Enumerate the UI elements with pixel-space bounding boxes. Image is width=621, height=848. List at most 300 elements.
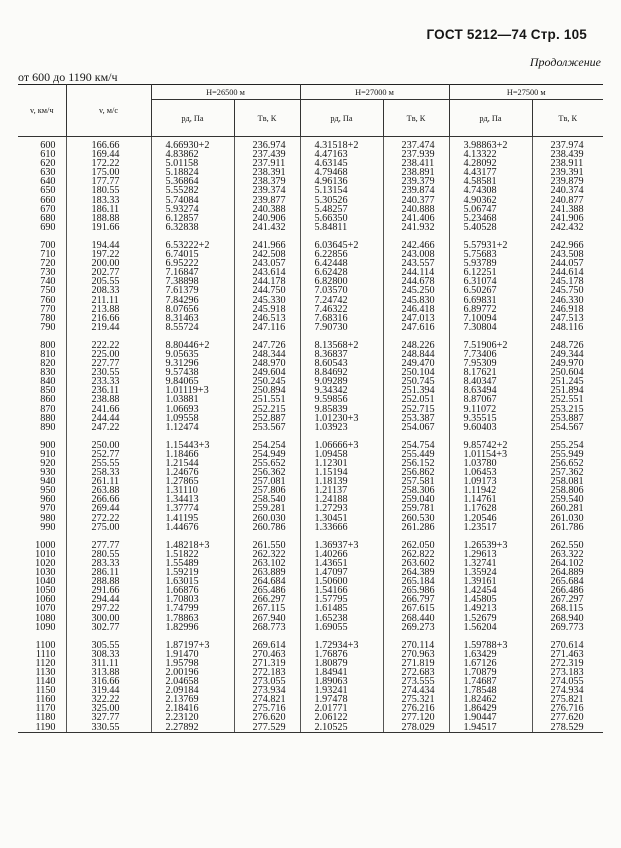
cell-temperature-2: 272.683 [383,668,449,677]
cell-speed-ms: 305.55 [66,632,151,650]
cell-temperature-1: 258.540 [234,495,300,504]
cell-temperature-2: 276.216 [383,704,449,713]
cell-temperature-2: 243.557 [383,259,449,268]
cell-pressure-3: 5.75683 [449,250,532,259]
cell-temperature-2: 268.440 [383,614,449,623]
cell-temperature-2: 241.406 [383,214,449,223]
cell-speed-kmh: 960 [18,495,66,504]
cell-temperature-2: 244.678 [383,277,449,286]
cell-speed-kmh: 1180 [18,713,66,722]
cell-pressure-3: 6.50267 [449,286,532,295]
cell-pressure-2: 5.13154 [300,186,383,195]
cell-temperature-1: 243.057 [234,259,300,268]
cell-temperature-1: 250.245 [234,377,300,386]
cell-pressure-1: 1.51822 [151,550,234,559]
cell-speed-kmh: 660 [18,196,66,205]
cell-temperature-2: 238.411 [383,159,449,168]
cell-temperature-2: 259.040 [383,495,449,504]
cell-speed-ms: 211.11 [66,296,151,305]
cell-temperature-2: 256.862 [383,468,449,477]
cell-temperature-3: 260.281 [532,504,603,513]
col-speed-kmh: v, км/ч [18,85,66,137]
cell-pressure-3: 1.39161 [449,577,532,586]
cell-pressure-2: 6.82800 [300,277,383,286]
cell-pressure-1: 8.55724 [151,323,234,332]
cell-speed-ms: 175.00 [66,168,151,177]
cell-pressure-1: 5.74084 [151,196,234,205]
cell-speed-kmh: 1100 [18,632,66,650]
cell-temperature-1: 245.918 [234,305,300,314]
cell-speed-ms: 205.55 [66,277,151,286]
cell-pressure-2: 1.47097 [300,568,383,577]
cell-pressure-3: 6.69831 [449,296,532,305]
cell-temperature-1: 250.894 [234,386,300,395]
cell-speed-ms: 316.66 [66,677,151,686]
cell-temperature-1: 247.726 [234,332,300,350]
cell-pressure-1: 1.15443+3 [151,432,234,450]
cell-temperature-3: 244.057 [532,259,603,268]
cell-temperature-1: 248.970 [234,359,300,368]
cell-pressure-3: 1.63429 [449,650,532,659]
cell-temperature-3: 267.297 [532,595,603,604]
cell-temperature-2: 264.389 [383,568,449,577]
cell-temperature-2: 271.819 [383,659,449,668]
cell-pressure-3: 1.82462 [449,695,532,704]
cell-speed-kmh: 830 [18,368,66,377]
cell-temperature-1: 239.374 [234,186,300,195]
cell-pressure-2: 2.06122 [300,713,383,722]
cell-temperature-3: 251.894 [532,386,603,395]
cell-pressure-1: 1.06693 [151,405,234,414]
cell-pressure-3: 6.31074 [449,277,532,286]
cell-speed-kmh: 940 [18,477,66,486]
cell-pressure-3: 1.42454 [449,586,532,595]
cell-pressure-2: 7.24742 [300,296,383,305]
standard-title: ГОСТ 5212—74 Стр. 105 [426,27,587,42]
cell-speed-ms: 308.33 [66,650,151,659]
cell-speed-kmh: 880 [18,414,66,423]
cell-temperature-3: 243.508 [532,250,603,259]
cell-speed-kmh: 850 [18,386,66,395]
cell-pressure-1: 1.31110 [151,486,234,495]
col-temperature-3: Tв, К [532,100,603,137]
cell-temperature-1: 257.806 [234,486,300,495]
cell-temperature-3: 268.115 [532,604,603,613]
cell-pressure-3: 7.73406 [449,350,532,359]
cell-speed-ms: 188.88 [66,214,151,223]
cell-temperature-2: 266.797 [383,595,449,604]
cell-temperature-2: 275.321 [383,695,449,704]
cell-speed-kmh: 600 [18,137,66,151]
cell-temperature-3: 251.245 [532,377,603,386]
cell-temperature-1: 240.388 [234,205,300,214]
cell-pressure-3: 1.94517 [449,723,532,733]
table-row [18,723,603,733]
cell-speed-kmh: 980 [18,514,66,523]
cell-temperature-1: 236.974 [234,137,300,151]
cell-pressure-3: 7.51906+2 [449,332,532,350]
cell-pressure-3: 1.29613 [449,550,532,559]
cell-temperature-3: 246.918 [532,305,603,314]
cell-pressure-3: 9.35515 [449,414,532,423]
cell-temperature-2: 252.051 [383,395,449,404]
cell-temperature-1: 264.684 [234,577,300,586]
cell-pressure-3: 4.74308 [449,186,532,195]
cell-speed-kmh: 720 [18,259,66,268]
cell-temperature-1: 277.529 [234,723,300,733]
cell-temperature-3: 254.567 [532,423,603,432]
col-pressure-1: pд, Па [151,100,234,137]
cell-pressure-1: 1.21544 [151,459,234,468]
cell-temperature-3: 261.786 [532,523,603,532]
cell-speed-ms: 169.44 [66,150,151,159]
cell-temperature-1: 267.115 [234,604,300,613]
cell-temperature-2: 243.008 [383,250,449,259]
altitude-header-3: H=27500 м [449,85,603,100]
cell-pressure-1: 7.84296 [151,296,234,305]
cell-temperature-1: 256.362 [234,468,300,477]
cell-pressure-3: 5.23468 [449,214,532,223]
cell-temperature-3: 248.726 [532,332,603,350]
cell-temperature-2: 247.013 [383,314,449,323]
cell-pressure-2: 1.09458 [300,450,383,459]
cell-speed-kmh: 1160 [18,695,66,704]
cell-temperature-1: 241.966 [234,232,300,250]
cell-speed-ms: 227.77 [66,359,151,368]
cell-temperature-1: 275.716 [234,704,300,713]
cell-temperature-2: 262.050 [383,532,449,550]
cell-temperature-1: 251.551 [234,395,300,404]
cell-temperature-3: 257.362 [532,468,603,477]
cell-speed-ms: 166.66 [66,137,151,151]
cell-speed-ms: 297.22 [66,604,151,613]
cell-temperature-3: 259.540 [532,495,603,504]
cell-temperature-3: 245.178 [532,277,603,286]
cell-speed-kmh: 1190 [18,723,66,733]
cell-temperature-1: 274.821 [234,695,300,704]
cell-temperature-3: 263.322 [532,550,603,559]
cell-pressure-2: 7.46322 [300,305,383,314]
cell-pressure-3: 1.78548 [449,686,532,695]
cell-speed-kmh: 1050 [18,586,66,595]
cell-pressure-2: 9.09289 [300,377,383,386]
cell-temperature-2: 245.830 [383,296,449,305]
cell-pressure-2: 1.97478 [300,695,383,704]
cell-pressure-1: 1.24676 [151,468,234,477]
cell-speed-kmh: 620 [18,159,66,168]
cell-speed-kmh: 860 [18,395,66,404]
table-row [18,323,603,332]
cell-temperature-3: 249.344 [532,350,603,359]
cell-temperature-2: 246.418 [383,305,449,314]
cell-temperature-3: 252.551 [532,395,603,404]
cell-temperature-1: 237.439 [234,150,300,159]
cell-pressure-2: 1.27293 [300,504,383,513]
cell-temperature-1: 244.750 [234,286,300,295]
cell-temperature-1: 238.379 [234,177,300,186]
cell-speed-ms: 288.88 [66,577,151,586]
cell-temperature-3: 246.330 [532,296,603,305]
cell-pressure-2: 1.89063 [300,677,383,686]
cell-temperature-2: 240.377 [383,196,449,205]
cell-pressure-2: 2.10525 [300,723,383,733]
cell-temperature-2: 250.745 [383,377,449,386]
cell-speed-ms: 280.55 [66,550,151,559]
cell-temperature-2: 249.470 [383,359,449,368]
cell-temperature-1: 249.604 [234,368,300,377]
cell-speed-kmh: 710 [18,250,66,259]
cell-temperature-3: 258.806 [532,486,603,495]
cell-pressure-1: 8.80446+2 [151,332,234,350]
cell-pressure-1: 6.95222 [151,259,234,268]
table-row [18,523,603,532]
cell-pressure-3: 9.60403 [449,423,532,432]
table-row [18,623,603,632]
cell-temperature-1: 273.934 [234,686,300,695]
cell-pressure-2: 1.93241 [300,686,383,695]
cell-pressure-3: 1.59788+3 [449,632,532,650]
cell-pressure-1: 2.18416 [151,704,234,713]
cell-speed-ms: 330.55 [66,723,151,733]
cell-pressure-2: 1.65238 [300,614,383,623]
cell-speed-ms: 325.00 [66,704,151,713]
cell-temperature-3: 253.215 [532,405,603,414]
cell-speed-kmh: 610 [18,150,66,159]
cell-speed-ms: 327.77 [66,713,151,722]
cell-pressure-1: 1.63015 [151,577,234,586]
cell-temperature-3: 275.821 [532,695,603,704]
cell-pressure-1: 1.27865 [151,477,234,486]
cell-speed-kmh: 760 [18,296,66,305]
cell-pressure-2: 1.54166 [300,586,383,595]
cell-speed-kmh: 950 [18,486,66,495]
cell-speed-ms: 269.44 [66,504,151,513]
cell-speed-kmh: 750 [18,286,66,295]
cell-pressure-2: 4.79468 [300,168,383,177]
cell-temperature-3: 266.486 [532,586,603,595]
cell-pressure-2: 5.48257 [300,205,383,214]
cell-speed-kmh: 1110 [18,650,66,659]
cell-pressure-2: 1.36937+3 [300,532,383,550]
cell-temperature-1: 261.550 [234,532,300,550]
cell-pressure-3: 7.30804 [449,323,532,332]
cell-pressure-1: 5.36864 [151,177,234,186]
cell-temperature-2: 245.250 [383,286,449,295]
col-pressure-2: pд, Па [300,100,383,137]
cell-temperature-2: 242.466 [383,232,449,250]
cell-temperature-2: 270.963 [383,650,449,659]
cell-speed-ms: 261.11 [66,477,151,486]
cell-speed-ms: 252.77 [66,450,151,459]
cell-temperature-3: 261.030 [532,514,603,523]
table-row [18,423,603,432]
cell-speed-kmh: 800 [18,332,66,350]
cell-temperature-3: 237.974 [532,137,603,151]
cell-pressure-1: 1.82996 [151,623,234,632]
speed-range-label: от 600 до 1190 км/ч [18,70,118,84]
cell-pressure-2: 9.34342 [300,386,383,395]
cell-pressure-2: 8.60543 [300,359,383,368]
cell-pressure-1: 9.31296 [151,359,234,368]
cell-pressure-1: 1.37774 [151,504,234,513]
cell-pressure-2: 1.21137 [300,486,383,495]
cell-temperature-2: 255.449 [383,450,449,459]
cell-pressure-3: 5.06747 [449,205,532,214]
cell-speed-ms: 283.33 [66,559,151,568]
cell-speed-ms: 291.66 [66,586,151,595]
cell-pressure-3: 1.01154+3 [449,450,532,459]
cell-pressure-1: 1.91470 [151,650,234,659]
cell-pressure-2: 4.96136 [300,177,383,186]
cell-temperature-1: 273.055 [234,677,300,686]
cell-temperature-1: 263.102 [234,559,300,568]
cell-pressure-2: 1.80879 [300,659,383,668]
cell-pressure-3: 7.10094 [449,314,532,323]
cell-pressure-3: 1.26539+3 [449,532,532,550]
cell-temperature-3: 272.319 [532,659,603,668]
cell-speed-ms: 202.77 [66,268,151,277]
cell-temperature-3: 249.970 [532,359,603,368]
cell-speed-kmh: 1170 [18,704,66,713]
cell-temperature-1: 252.215 [234,405,300,414]
cell-temperature-2: 239.874 [383,186,449,195]
cell-speed-kmh: 1060 [18,595,66,604]
cell-speed-ms: 319.44 [66,686,151,695]
cell-pressure-1: 2.00196 [151,668,234,677]
continuation-label: Продолжение [529,55,601,69]
cell-speed-ms: 197.22 [66,250,151,259]
cell-speed-kmh: 1120 [18,659,66,668]
cell-temperature-3: 239.879 [532,177,603,186]
cell-pressure-1: 6.12857 [151,214,234,223]
cell-pressure-1: 1.55489 [151,559,234,568]
cell-temperature-3: 248.116 [532,323,603,332]
cell-speed-kmh: 780 [18,314,66,323]
cell-temperature-3: 277.620 [532,713,603,722]
cell-speed-ms: 180.55 [66,186,151,195]
cell-pressure-3: 6.12251 [449,268,532,277]
cell-temperature-2: 273.555 [383,677,449,686]
cell-pressure-3: 8.87067 [449,395,532,404]
cell-pressure-1: 4.83862 [151,150,234,159]
cell-pressure-1: 1.03881 [151,395,234,404]
cell-speed-ms: 250.00 [66,432,151,450]
cell-pressure-3: 8.40347 [449,377,532,386]
cell-temperature-2: 261.286 [383,523,449,532]
cell-temperature-1: 260.030 [234,514,300,523]
cell-temperature-3: 247.513 [532,314,603,323]
table-body [18,137,603,733]
cell-temperature-3: 276.716 [532,704,603,713]
cell-temperature-2: 258.306 [383,486,449,495]
cell-pressure-1: 5.01158 [151,159,234,168]
cell-pressure-3: 1.23517 [449,523,532,532]
cell-pressure-1: 1.09558 [151,414,234,423]
cell-pressure-3: 4.43177 [449,168,532,177]
cell-speed-kmh: 770 [18,305,66,314]
cell-temperature-3: 238.439 [532,150,603,159]
cell-pressure-2: 6.62428 [300,268,383,277]
cell-temperature-2: 248.844 [383,350,449,359]
cell-speed-kmh: 680 [18,214,66,223]
cell-temperature-3: 245.750 [532,286,603,295]
cell-speed-kmh: 1090 [18,623,66,632]
cell-pressure-1: 7.61379 [151,286,234,295]
cell-pressure-3: 1.56204 [449,623,532,632]
cell-pressure-2: 6.42448 [300,259,383,268]
cell-pressure-2: 1.01230+3 [300,414,383,423]
cell-temperature-2: 240.888 [383,205,449,214]
cell-pressure-1: 1.34413 [151,495,234,504]
cell-speed-kmh: 990 [18,523,66,532]
cell-pressure-1: 5.18824 [151,168,234,177]
cell-pressure-2: 9.59856 [300,395,383,404]
table-row [18,332,603,350]
cell-pressure-3: 1.52679 [449,614,532,623]
cell-pressure-3: 9.11072 [449,405,532,414]
cell-temperature-1: 271.319 [234,659,300,668]
cell-pressure-1: 8.07656 [151,305,234,314]
cell-pressure-3: 1.20546 [449,514,532,523]
cell-pressure-2: 1.76876 [300,650,383,659]
cell-pressure-1: 2.27892 [151,723,234,733]
cell-pressure-3: 4.58581 [449,177,532,186]
cell-pressure-2: 1.12301 [300,459,383,468]
cell-pressure-2: 9.85839 [300,405,383,414]
cell-speed-ms: 186.11 [66,205,151,214]
cell-speed-kmh: 1020 [18,559,66,568]
cell-pressure-1: 1.95798 [151,659,234,668]
cell-speed-ms: 191.66 [66,223,151,232]
cell-speed-ms: 247.22 [66,423,151,432]
cell-speed-kmh: 740 [18,277,66,286]
cell-speed-ms: 277.77 [66,532,151,550]
cell-pressure-2: 1.06666+3 [300,432,383,450]
cell-pressure-1: 1.48218+3 [151,532,234,550]
cell-temperature-3: 250.604 [532,368,603,377]
cell-speed-kmh: 630 [18,168,66,177]
cell-speed-kmh: 870 [18,405,66,414]
cell-temperature-2: 256.152 [383,459,449,468]
cell-temperature-3: 241.388 [532,205,603,214]
cell-pressure-1: 9.84065 [151,377,234,386]
cell-temperature-3: 253.887 [532,414,603,423]
cell-pressure-3: 1.45805 [449,595,532,604]
col-pressure-3: pд, Па [449,100,532,137]
cell-pressure-3: 4.90362 [449,196,532,205]
cell-pressure-1: 5.55282 [151,186,234,195]
cell-speed-kmh: 640 [18,177,66,186]
cell-temperature-1: 266.297 [234,595,300,604]
cell-speed-ms: 244.44 [66,414,151,423]
cell-pressure-2: 4.63145 [300,159,383,168]
cell-temperature-2: 269.273 [383,623,449,632]
cell-pressure-2: 1.57795 [300,595,383,604]
cell-pressure-3: 1.86429 [449,704,532,713]
cell-temperature-2: 251.394 [383,386,449,395]
cell-speed-ms: 272.22 [66,514,151,523]
cell-temperature-2: 250.104 [383,368,449,377]
cell-speed-kmh: 690 [18,223,66,232]
cell-pressure-2: 7.03570 [300,286,383,295]
cell-speed-kmh: 1070 [18,604,66,613]
cell-temperature-2: 270.114 [383,632,449,650]
cell-temperature-1: 238.391 [234,168,300,177]
cell-speed-kmh: 650 [18,186,66,195]
cell-speed-kmh: 840 [18,377,66,386]
cell-speed-kmh: 910 [18,450,66,459]
cell-pressure-3: 1.70879 [449,668,532,677]
